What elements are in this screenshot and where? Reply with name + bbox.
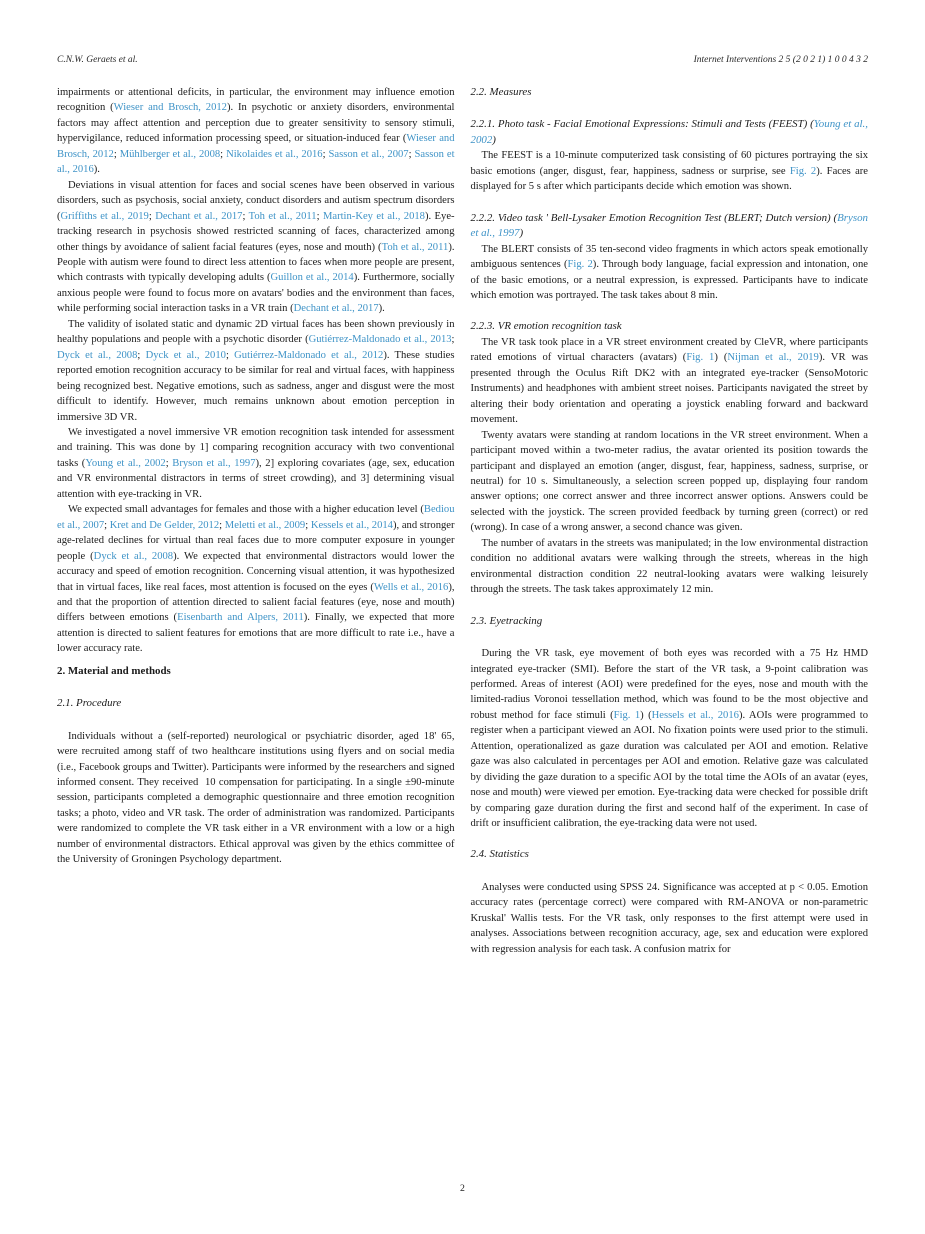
text-run: ). In psychotic or anxiety disorders, environmental factors may affect attention and perception due to greater sensitivity to sensory stimuli, hypervigilance, reduced information processing speed, or situation-induced fear ( (57, 102, 455, 145)
text-run: ). VR was presented through the Oculus Rift DK2 with an integrated eye-tracker (SensoMotoric Instruments) and headphones with ambient street noises. Participants navigated the street by altering their body orientation and operating a joystick enabling forward and backward movement. (470, 352, 868, 426)
text-run: ; (305, 519, 311, 531)
citation-link[interactable]: Mühlberger et al., 2008 (119, 148, 221, 160)
figure-link[interactable]: Fig. 2 (567, 259, 593, 271)
citation-link[interactable]: Bryson et al., 1997 (172, 457, 256, 469)
text-run: ; (242, 210, 249, 222)
left-column (57, 85, 455, 957)
text-run: ), 2] exploring covariates (age, sex, education and VR environmental distractors in terms of street crowding), and 3] determining visual attention with eye-tracking in VR. (57, 457, 455, 500)
text-run: 2.2. Measures (470, 86, 532, 98)
text-run: impairments or attentional deficits, in particular, the environment may influence emotion recognition ( (57, 87, 455, 114)
citation-link[interactable]: Meletti et al., 2009 (224, 519, 306, 531)
page-number: 2 (460, 1183, 465, 1194)
paragraph (57, 425, 455, 502)
subsection-heading (471, 847, 869, 862)
paragraph (471, 242, 869, 304)
text-run: 2. Material and methods (57, 664, 171, 677)
paragraph (471, 536, 869, 598)
text-run: ). Eye-tracking research in psychosis showed restricted scanning of faces, characterized among other things by avoidance of salient facial features (eyes, nose and mouth) ( (57, 210, 455, 253)
citation-link[interactable]: Sasson et al., 2007 (328, 148, 409, 160)
page-header (57, 55, 868, 65)
text-run: Twenty avatars were standing at random locations in the VR street environment. When a participant moved within a two-meter radius, the avatar oriented its position towards the participant and displayed an emotion (anger, disgust, fear, happiness, sadness, surprise, or neutral) for 10 s. Simultaneously, a selection screen popped up, displaying four random answer options; one correct answer and three incorrect answer options. Answers could be selected with the joystick. The screen provided feedback by turning green (correct) or red (wrong). In case of a wrong answer, a second chance was given. (470, 429, 868, 534)
text-run: ). (378, 303, 385, 315)
citation-link[interactable]: Nijman et al., 2019 (727, 352, 819, 364)
paragraph (471, 335, 869, 428)
text-run: ; (220, 148, 227, 160)
subsection-heading (471, 614, 869, 629)
text-run: We investigated a novel immersive VR emotion recognition task intended for assessment and training. This was done by 1] comparing recognition accuracy with two conventional tasks ( (57, 426, 455, 469)
text-run: The validity of isolated static and dynamic 2D virtual faces has been shown previously in healthy populations and people with a psychotic disorder ( (57, 318, 455, 346)
citation-link[interactable]: Wieser and Brosch, 2012 (57, 133, 455, 160)
citation-link[interactable]: Dechant et al., 2017 (293, 303, 379, 315)
citation-link[interactable]: Wieser and Brosch, 2012 (113, 102, 227, 114)
citation-link[interactable]: Toh et al., 2011 (381, 241, 449, 253)
text-run: ; (165, 457, 173, 469)
paragraph (57, 317, 455, 425)
paragraph (57, 85, 455, 178)
citation-link[interactable]: Gutiérrez-Maldonado et al., 2012 (234, 349, 384, 361)
text-run: ; (148, 210, 156, 222)
citation-link[interactable]: Kessels et al., 2014 (310, 519, 393, 531)
paragraph (471, 148, 869, 194)
text-run: ), and stronger age-related declines for virtual than real faces due to more computer exposure in younger people ( (57, 519, 455, 562)
citation-link[interactable]: Sasson et al., 2016 (57, 148, 455, 176)
citation-link[interactable]: Nikolaides et al., 2016 (226, 148, 323, 160)
text-run: ; (316, 210, 323, 222)
text-run: ). AOIs were programmed to register when a participant viewed an AOI. No fixation points were used prior to the stimuli. Attention, operationalized as gaze duration was calculated per AOI and emotion. Relative gaze was also calculated in percentages per AOI and emotion. Relative gaze was calculated by dividing the gaze duration to a specific AOI by the total time the AOIs of an avatar (eyes, nose and mouth) were viewed per emotion. Eye-tracking data were checked for possible drift by comparing gaze duration during the first and second half of the experiment. In case of drift or insufficient calibration, the eye-tracking data were not used. (470, 709, 868, 830)
right-column (471, 85, 869, 957)
text-run: Analyses were conducted using SPSS 24. Significance was accepted at p < 0.05. Emotion accuracy rates (percentage correct) were compared with RM-ANOVA or non-parametric Kruskal' Wallis tests. For the VR task, only responses to the first attempt were used in analyses. Associations between recognition accuracy, age, sex and education were explored with regression analysis for each task. A confusion matrix for (470, 881, 868, 955)
text-run: ) ( (714, 352, 728, 364)
paragraph (471, 880, 869, 957)
text-run: ). Faces are displayed for 5 s after which participants decide which emotion was shown. (470, 165, 869, 193)
text-run: Individuals without a (self-reported) neurological or psychiatric disorder, aged 18' 65, were recruited among staff of two healthcare institutions using flyers and on social media (i.e., Facebook groups and Twitter). Participants were informed by the researchers and signed informed consent. They received 10 compensation for participating. In a single ±90-minute session, participants completed a demographic questionnaire and three emotion recognition tasks; a photo, video and VR task. The order of administration was randomized. Participants were randomized to complete the VR task either in a VR environment with a low or a high number of environmental distractors. Ethical approval was given by the ethics committee of the University of Groningen Psychology department. (57, 730, 455, 866)
citation-link[interactable]: Gutiérrez-Maldonado et al., 2013 (308, 334, 452, 346)
text-run: During the VR task, eye movement of both eyes was recorded with a 75 Hz HMD integrated eye-tracker (SMI). Before the start of the VR task, a 9-point calibration was performed. Areas of interest (AOI) were predefined for the eyes, nose and mouth with the limited-radius Voronoi tessellation method, which was found to be the most objective and robust method for face stimuli ( (470, 648, 868, 721)
citation-link[interactable]: Bryson et al., 1997 (470, 211, 868, 240)
text-run: ). People with autism were found to direct less attention to faces when more people are present, which contrasts with typically developing adults ( (57, 241, 455, 284)
subsection-heading (471, 85, 869, 100)
text-run: ) (492, 133, 496, 146)
text-run: ). Furthermore, socially anxious people were found to focus more on avatars' bodies and the environment than faces, while performing social interaction tasks in a VR train ( (57, 272, 455, 315)
citation-link[interactable]: Martin-Key et al., 2018 (322, 210, 425, 222)
citation-link[interactable]: Guillon et al., 2014 (270, 272, 354, 284)
text-run: ; (408, 148, 415, 160)
citation-link[interactable]: Bediou et al., 2007 (57, 504, 455, 531)
text-run: ). Through body language, facial expression and intonation, one of the basic emotions, or a neutral expression, is expressed. Participants have to indicate which emotion was portrayed. The task takes about 8 min. (470, 259, 868, 301)
text-run: The VR task took place in a VR street environment created by CleVR, where participants rated emotions of virtual characters (avatars) ( (470, 336, 868, 364)
paragraph (57, 502, 455, 657)
paragraph (57, 729, 455, 868)
text-run: The FEEST is a 10-minute computerized task consisting of 60 pictures portraying the six basic emotions (anger, disgust, fear, happiness, sadness or surprise, see (470, 150, 868, 177)
running-head-author: C.N.W. Geraets et al. (57, 55, 138, 65)
citation-link[interactable]: Toh et al., 2011 (248, 210, 317, 222)
text-run: We expected small advantages for females and those with a higher education level ( (68, 504, 424, 516)
text-run: ; (219, 519, 225, 531)
figure-link[interactable]: Fig. 1 (686, 352, 715, 364)
text-run: 2.2.2. Video task ' Bell-Lysaker Emotion Recognition Test (BLERT; Dutch version) ( (470, 211, 838, 224)
text-run: ). We expected that environmental distractors would lower the accuracy and speed of emotion recognition. Concerning visual attention, it was hypothesized that in virtual faces, like real faces, most attention is focused on the eyes ( (57, 550, 455, 593)
text-run: ). Finally, we expected that more attention is directed to salient features for emotions that are more difficult to rate i.e., have a lower accuracy rate. (57, 612, 455, 655)
text-run: ) ( (640, 709, 652, 721)
text-run: ; (451, 334, 455, 346)
text-run: ; (104, 519, 110, 531)
text-run: 2.2.1. Photo task - Facial Emotional Expressions: Stimuli and Tests (FEEST) ( (470, 118, 814, 131)
citation-link[interactable]: Wells et al., 2016 (373, 581, 449, 593)
paragraph (471, 428, 869, 536)
subsection-heading (57, 696, 455, 711)
text-run: ; (225, 349, 235, 361)
text-run: ; (113, 148, 120, 160)
text-run: ; (137, 349, 146, 361)
citation-link[interactable]: Eisenbarth and Alpers, 2011 (177, 612, 304, 624)
text-run: 2.4. Statistics (470, 848, 529, 861)
citation-link[interactable]: Young et al., 2002 (470, 118, 868, 146)
text-run: The BLERT consists of 35 ten-second video fragments in which actors speak emotionally ambiguous sentences ( (470, 243, 868, 271)
two-column-body (57, 85, 868, 957)
text-run: ) (519, 227, 524, 240)
text-run: ). (93, 164, 100, 176)
text-run: The number of avatars in the streets was manipulated; in the low environmental distraction condition no additional avatars were walking through the streets, whereas in the high environmental distraction condition 22 neutral-looking avatars were walking leisurely through the streets. The task takes approximately 12 min. (470, 537, 868, 596)
citation-link[interactable]: Dechant et al., 2017 (155, 210, 243, 222)
citation-link[interactable]: Dyck et al., 2008 (57, 349, 138, 361)
subsection-heading (471, 117, 869, 148)
subsection-heading (471, 319, 869, 334)
text-run: ; (322, 148, 329, 160)
citation-link[interactable]: Dyck et al., 2010 (145, 349, 226, 361)
citation-link[interactable]: Kret and De Gelder, 2012 (109, 519, 220, 531)
citation-link[interactable]: Hessels et al., 2016 (651, 709, 739, 721)
figure-link[interactable]: Fig. 2 (789, 165, 817, 177)
text-run: ). These studies reported emotion recognition accuracy to be similar for real and virtual faces, with happiness being recognized best. Negative emotions, such as sadness, anger and disgust were the most difficult to identify. However, much remains unknown about emotion perception in immersive 3D VR. (57, 349, 455, 423)
text-run: 2.3. Eyetracking (470, 614, 543, 627)
text-run: 2.1. Procedure (57, 697, 122, 710)
citation-link[interactable]: Young et al., 2002 (85, 457, 166, 469)
citation-link[interactable]: Griffiths et al., 2019 (60, 210, 149, 222)
section-heading (57, 664, 455, 679)
running-head-journal: Internet Interventions 2 5 (2 0 2 1) 1 0 0 4 3 2 (693, 55, 868, 65)
paragraph (57, 178, 455, 317)
citation-link[interactable]: Dyck et al., 2008 (93, 550, 174, 562)
subsection-heading (471, 211, 869, 242)
figure-link[interactable]: Fig. 1 (613, 709, 641, 721)
text-run: 2.2.3. VR emotion recognition task (470, 320, 622, 333)
text-run: Deviations in visual attention for faces and social scenes have been observed in various disorders, such as psychosis, social anxiety, conduct disorders and autism spectrum disorders ( (57, 179, 455, 222)
paragraph (471, 646, 869, 831)
text-run: ), and that the proportion of attention directed to salient facial features (eye, nose and mouth) differs between emotions ( (57, 581, 455, 624)
